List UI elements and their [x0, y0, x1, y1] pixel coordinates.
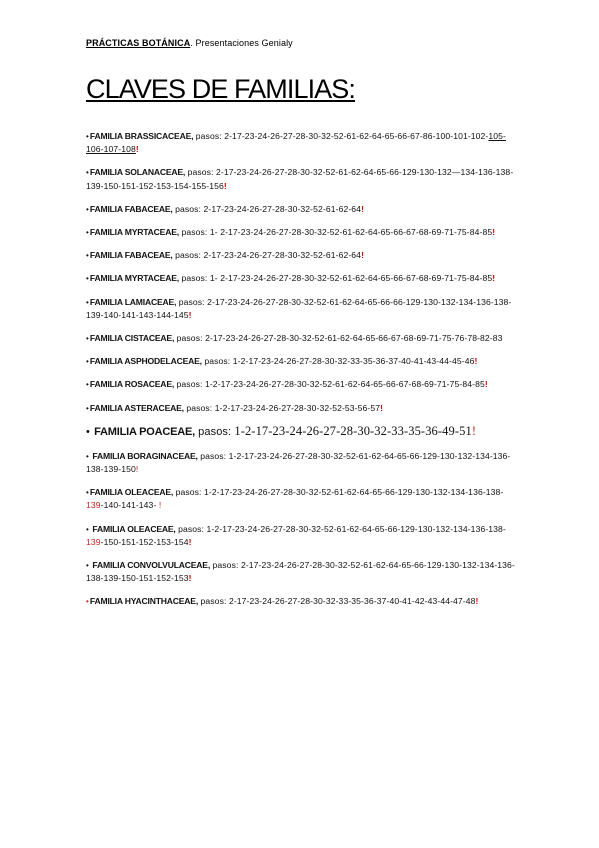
- bullet-icon: •: [86, 451, 89, 461]
- mark: !: [474, 356, 478, 367]
- list-item: [86, 450, 518, 476]
- family-name: FAMILIA FABACEAE,: [89, 250, 173, 261]
- steps: 2-17-23-24-26-27-28-30-32-52-61-62-64: [203, 250, 362, 261]
- mark: !: [471, 423, 477, 438]
- list-item: [86, 559, 518, 585]
- list-item: [86, 203, 518, 216]
- steps: 1-2-17-23-24-26-27-28-30-32-52-61-62-64-65-66-129-130-132-134-136-138-139-150: [86, 450, 511, 475]
- steps-label: pasos:: [175, 250, 202, 261]
- mark: !: [188, 536, 192, 547]
- family-name: FAMILIA LAMIACEAE,: [89, 296, 177, 307]
- steps-label: pasos:: [200, 596, 227, 607]
- family-name: FAMILIA MYRTACEAE,: [89, 273, 179, 284]
- bullet-icon: •: [86, 597, 89, 607]
- family-name: FAMILIA ROSACEAE,: [89, 379, 175, 390]
- family-key-list: [86, 130, 518, 609]
- family-name: FAMILIA HYACINTHACEAE,: [89, 596, 199, 607]
- mark: !: [188, 309, 192, 320]
- mark: !: [361, 250, 365, 261]
- steps-label: pasos:: [186, 402, 213, 413]
- bullet-icon: •: [86, 274, 89, 284]
- mark: !: [223, 180, 227, 191]
- list-item: [86, 402, 518, 415]
- family-name: FAMILIA OLEACEAE,: [92, 523, 176, 534]
- family-name: FAMILIA OLEACEAE,: [89, 487, 174, 498]
- steps: 1- 2-17-23-24-26-27-28-30-32-52-61-62-64-65-66-67-68-69-71-75-84-85: [209, 273, 493, 284]
- steps: 2-17-23-24-26-27-28-30-32-52-61-62-64-65-66-129-130-132—134-136-138-139-150-151-152-153-154-155-156: [86, 167, 514, 191]
- mark: !: [380, 402, 384, 413]
- mark: !: [135, 464, 139, 475]
- bullet-icon: •: [86, 357, 89, 367]
- family-name: FAMILIA ASTERACEAE,: [89, 402, 184, 413]
- mark: !: [492, 273, 496, 284]
- steps-label: pasos:: [181, 273, 208, 284]
- mark: !: [361, 203, 365, 214]
- steps-label: pasos:: [204, 356, 231, 367]
- list-item: [86, 486, 518, 512]
- steps: 2-17-23-24-26-27-28-30-32-52-61-62-64-65-66-66-129-130-132-134-136-138-139-140-141-143-144-145: [86, 296, 512, 320]
- mark: !: [188, 573, 192, 584]
- bullet-icon: •: [86, 168, 89, 178]
- steps-label: pasos:: [198, 425, 232, 438]
- list-item: [86, 296, 518, 322]
- list-item: [86, 249, 518, 262]
- bullet-icon: •: [86, 334, 89, 344]
- family-name: FAMILIA CONVOLVULACEAE,: [92, 560, 211, 571]
- steps: 1- 2-17-23-24-26-27-28-30-32-52-61-62-64-65-66-67-68-69-71-75-84-85: [209, 227, 493, 238]
- steps: 2-17-23-24-26-27-28-30-32-33-35-36-37-40-41-42-43-44-47-48: [228, 596, 476, 607]
- steps-label: pasos:: [175, 487, 202, 498]
- steps-rest: -140-141-143-: [100, 500, 159, 511]
- steps-label: pasos:: [200, 450, 227, 461]
- list-item: [86, 378, 518, 391]
- bullet-icon: •: [86, 488, 89, 498]
- mark: !: [484, 379, 488, 390]
- steps-label: pasos:: [212, 560, 239, 571]
- bullet-icon: •: [86, 297, 89, 307]
- steps-label: pasos:: [176, 379, 203, 390]
- list-item: [86, 332, 518, 345]
- steps-label: pasos:: [187, 167, 214, 178]
- family-name: FAMILIA BORAGINACEAE,: [92, 450, 198, 461]
- bullet-icon: •: [86, 561, 89, 571]
- steps-label: pasos:: [178, 523, 205, 534]
- document-header: [86, 38, 293, 48]
- steps: 2-17-23-24-26-27-28-30-32-52-61-62-64-65-66-67-68-69-71-75-76-78-82-83: [205, 333, 503, 344]
- bullet-icon: •: [86, 403, 89, 413]
- steps: 1-2-17-23-24-26-27-28-30-32-33-35-36-37-40-41-43-44-45-46: [232, 356, 475, 367]
- mark: !: [492, 227, 496, 238]
- list-item: [86, 166, 518, 192]
- steps-label: pasos:: [195, 131, 222, 141]
- bullet-icon: •: [86, 425, 90, 438]
- bullet-icon: •: [86, 380, 89, 390]
- family-name: FAMILIA CISTACEAE,: [89, 333, 175, 344]
- list-item: [86, 595, 518, 608]
- mark: !: [135, 144, 139, 155]
- header-subtitle: . Presentaciones Genialy: [190, 38, 293, 48]
- family-name: FAMILIA POACEAE,: [94, 425, 196, 438]
- family-name: FAMILIA MYRTACEAE,: [89, 227, 179, 238]
- family-name: FAMILIA ASPHODELACEAE,: [89, 356, 202, 367]
- steps-highlight: 139: [86, 500, 101, 511]
- list-item: [86, 130, 518, 156]
- bullet-icon: •: [86, 251, 89, 261]
- steps: 1-2-17-23-24-26-27-28-30-32-33-35-36-49-51: [234, 423, 472, 438]
- steps: 2-17-23-24-26-27-28-30-32-52-61-62-64-65-66-129-130-132-134-136-138-139-150-151-152-153: [86, 560, 515, 584]
- steps: 1-2-17-23-24-26-27-28-30-32-52-61-62-64-65-66-67-68-69-71-75-84-85: [204, 379, 485, 390]
- steps-label: pasos:: [181, 227, 208, 238]
- steps-label: pasos:: [175, 203, 202, 214]
- list-item: [86, 272, 518, 285]
- steps-rest: -150-151-152-153-154: [100, 536, 189, 547]
- mark: !: [475, 596, 479, 607]
- mark: !: [158, 500, 162, 511]
- page-title: CLAVES DE FAMILIAS:: [86, 74, 355, 104]
- steps-highlight: 139: [86, 536, 101, 547]
- family-name: FAMILIA FABACEAE,: [89, 203, 173, 214]
- steps: 2-17-23-24-26-27-28-30-32-52-61-62-64-65-66-67-86-100-101-102-: [224, 131, 489, 141]
- list-item: [86, 355, 518, 368]
- steps-underlined: 105-106-107-108: [86, 131, 506, 155]
- steps: 2-17-23-24-26-27-28-30-32-52-61-62-64: [203, 203, 362, 214]
- list-item: [86, 523, 518, 549]
- bullet-icon: •: [86, 228, 89, 238]
- steps: 1-2-17-23-24-26-27-28-30-32-52-53-56-57: [214, 402, 381, 413]
- steps: 1-2-17-23-24-26-27-28-30-32-52-61-62-64-65-66-129-130-132-134-136-138-: [204, 487, 504, 498]
- list-item: [86, 424, 518, 440]
- steps: 1-2-17-23-24-26-27-28-30-32-52-61-62-64-65-66-129-130-132-134-136-138-: [206, 523, 506, 534]
- bullet-icon: •: [86, 204, 89, 214]
- bullet-icon: •: [86, 132, 89, 141]
- list-item: [86, 226, 518, 239]
- bullet-icon: •: [86, 524, 89, 534]
- course-name: PRÁCTICAS BOTÁNICA: [86, 38, 191, 48]
- family-name: FAMILIA BRASSICACEAE,: [89, 131, 194, 141]
- family-name: FAMILIA SOLANACEAE,: [89, 167, 186, 178]
- steps-label: pasos:: [176, 333, 203, 344]
- steps-label: pasos:: [178, 296, 205, 307]
